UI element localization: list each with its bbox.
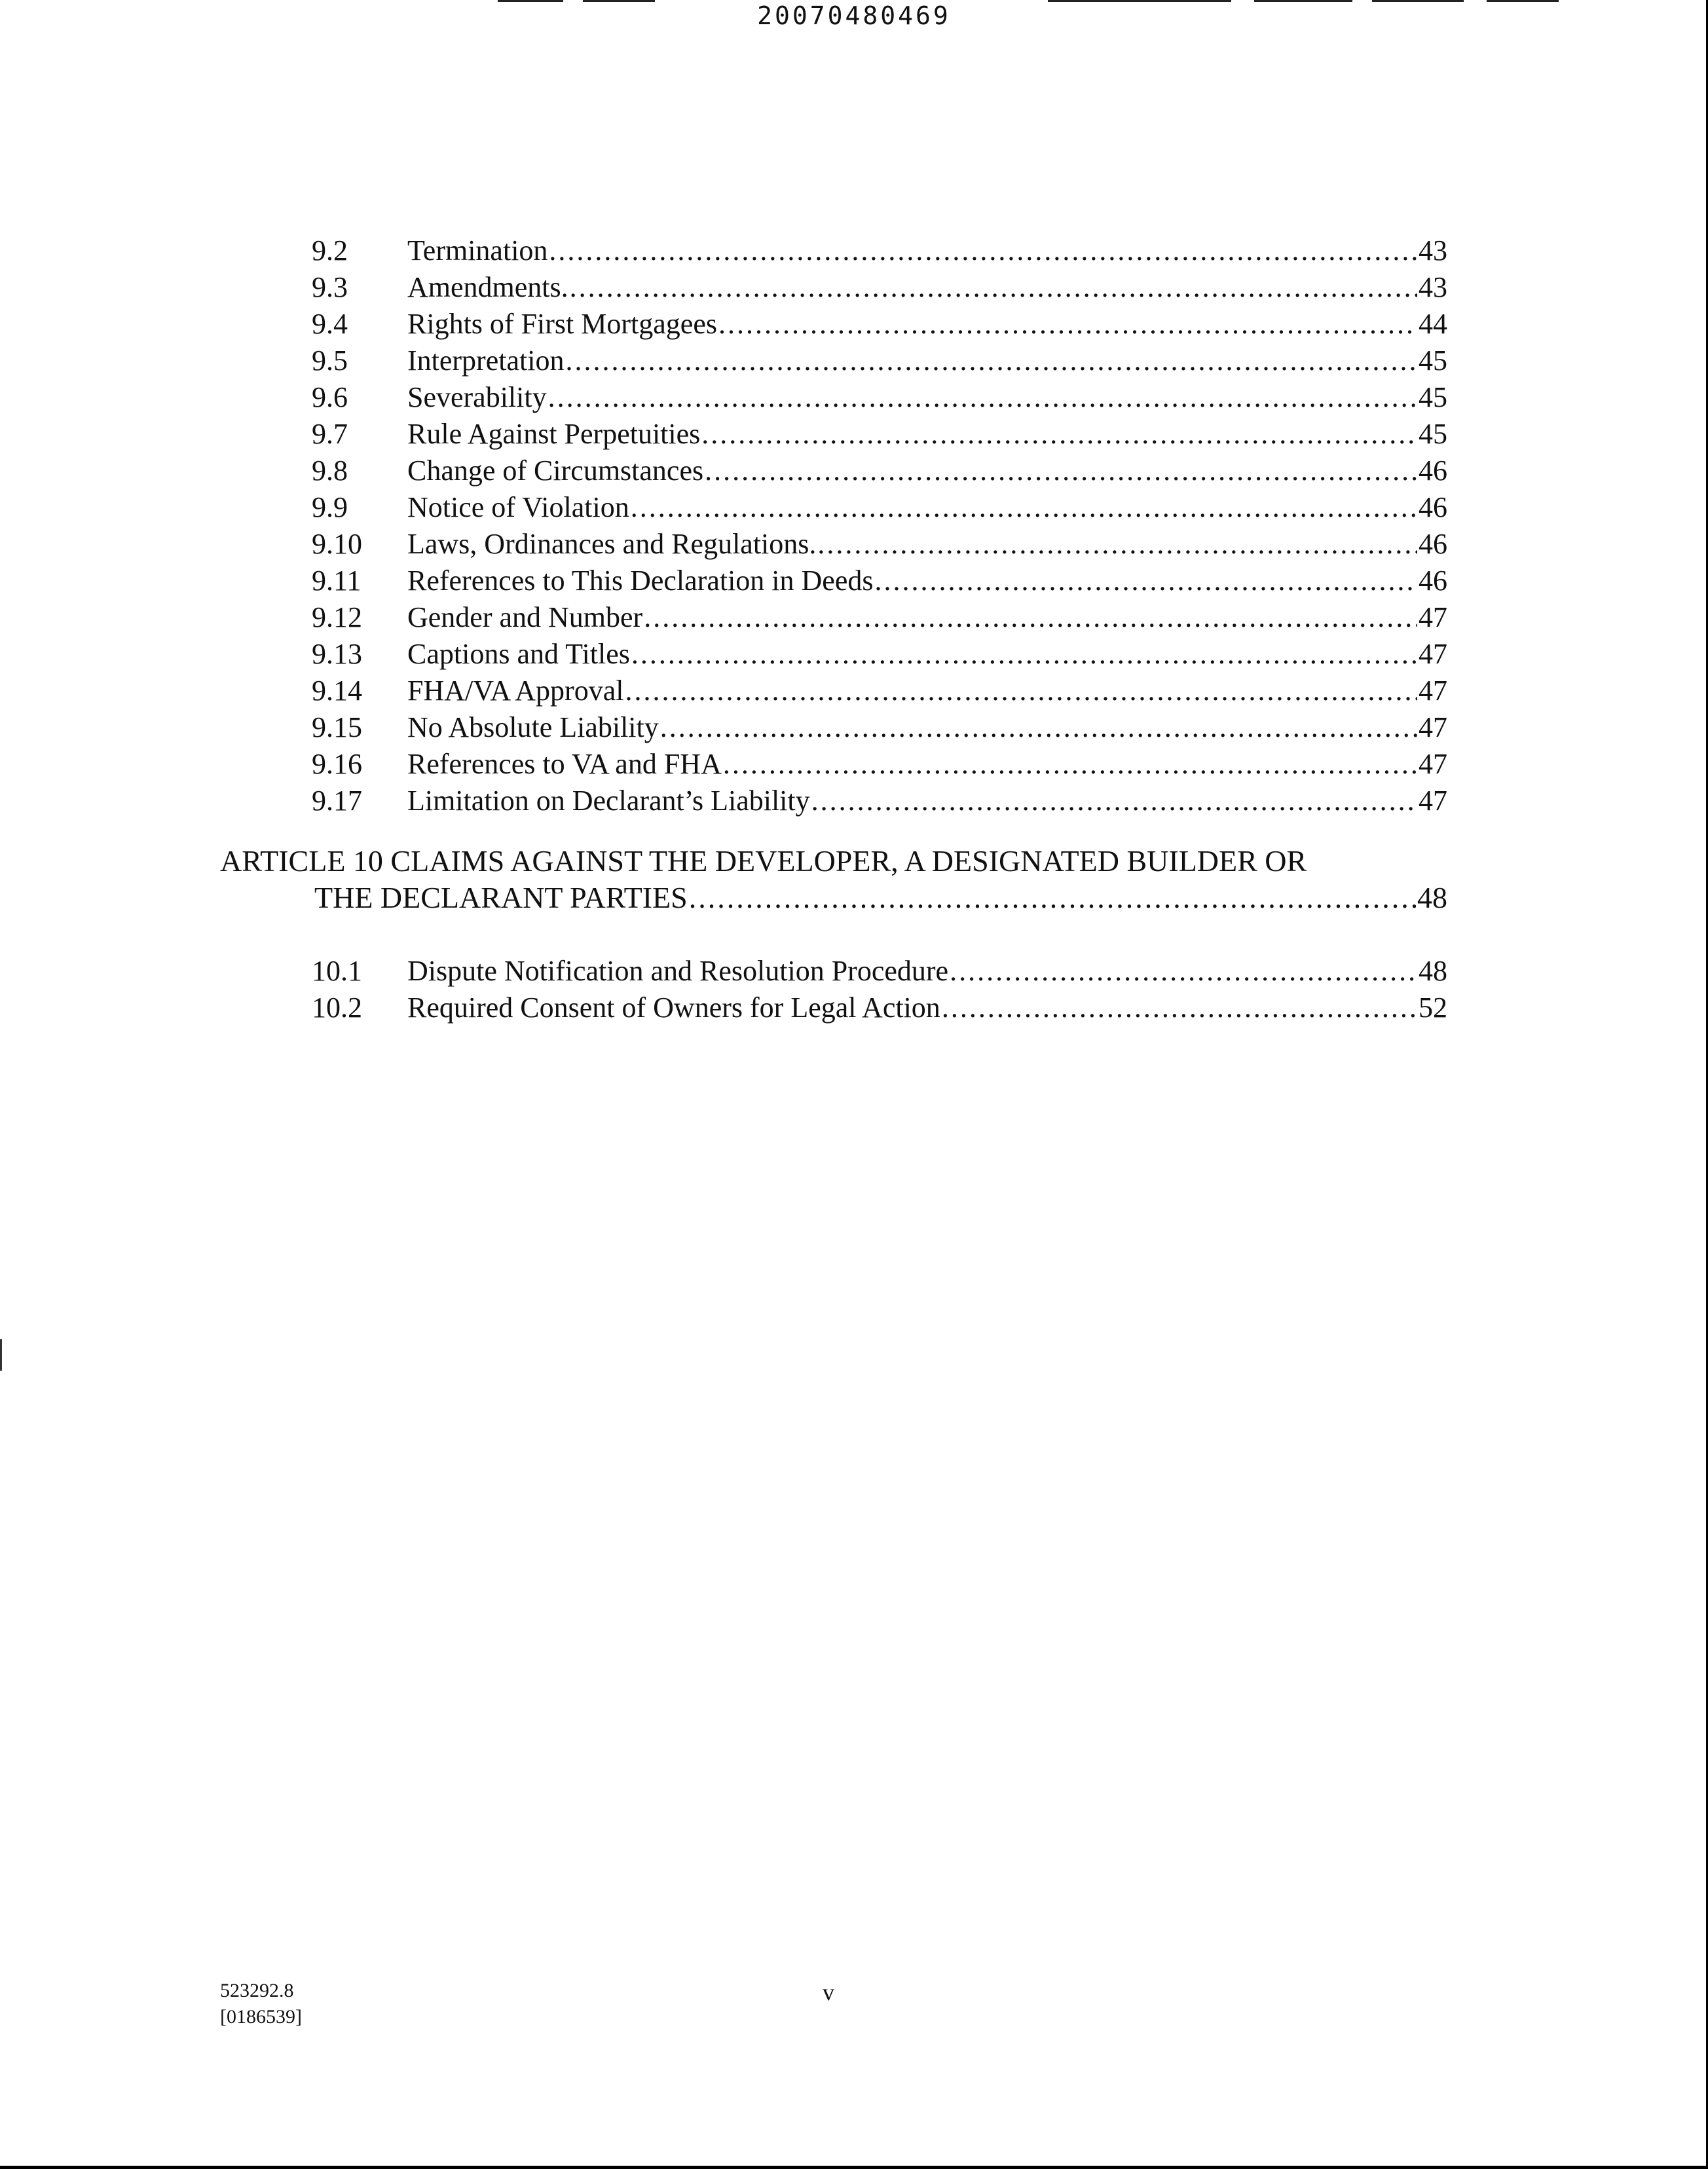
scan-mark-left bbox=[0, 1339, 2, 1371]
toc-entry bbox=[407, 269, 1447, 305]
dot-leader bbox=[942, 990, 1417, 1026]
toc-section-title: Required Consent of Owners for Legal Action bbox=[407, 992, 940, 1024]
toc-section-number: 9.11 bbox=[312, 565, 362, 597]
toc-section-number: 9.3 bbox=[312, 271, 348, 303]
dot-leader bbox=[705, 453, 1417, 489]
dot-leader bbox=[874, 563, 1417, 599]
toc-section-title: Laws, Ordinances and Regulations. bbox=[407, 528, 817, 560]
toc-entry bbox=[407, 306, 1447, 342]
toc-page-number: 47 bbox=[1419, 711, 1447, 743]
toc-page-number: 48 bbox=[1419, 955, 1447, 987]
toc-section-number: 9.10 bbox=[312, 528, 362, 560]
toc-entry bbox=[407, 343, 1447, 379]
article-heading-continuation bbox=[314, 880, 1447, 916]
toc-section-title: Severability bbox=[407, 381, 547, 413]
toc-page-number: 45 bbox=[1419, 418, 1447, 450]
dot-leader bbox=[570, 269, 1417, 305]
toc-section-number: 9.4 bbox=[312, 308, 348, 340]
toc-entry bbox=[407, 709, 1447, 745]
dot-leader bbox=[811, 783, 1417, 819]
toc-section-number: 10.1 bbox=[312, 955, 362, 987]
toc-row bbox=[0, 453, 1708, 489]
dot-leader bbox=[625, 673, 1417, 709]
toc-entry bbox=[407, 563, 1447, 599]
toc-entry bbox=[407, 526, 1447, 562]
toc-entry bbox=[407, 746, 1447, 782]
article-heading-line2: THE DECLARANT PARTIES bbox=[314, 881, 688, 914]
toc-entry bbox=[407, 416, 1447, 452]
toc-row bbox=[0, 953, 1708, 989]
dot-leader bbox=[701, 416, 1417, 452]
toc-section-number: 9.12 bbox=[312, 601, 362, 633]
footer-page-number: v bbox=[823, 1979, 834, 2005]
toc-page-number: 46 bbox=[1419, 565, 1447, 597]
dot-leader bbox=[817, 526, 1417, 562]
toc-section-title: Termination bbox=[407, 234, 548, 267]
toc-section-title: Rule Against Perpetuities bbox=[407, 418, 701, 450]
toc-page-number: 45 bbox=[1419, 344, 1447, 377]
toc-section-title: Amendments. bbox=[407, 271, 568, 303]
toc-page-number: 47 bbox=[1419, 675, 1447, 707]
toc-section-title: Limitation on Declarant’s Liability bbox=[407, 785, 810, 817]
toc-entry bbox=[407, 379, 1447, 415]
toc-row bbox=[0, 489, 1708, 525]
footer-document-reference bbox=[220, 1978, 302, 2030]
dot-leader bbox=[565, 343, 1417, 379]
toc-page-number: 46 bbox=[1419, 491, 1447, 523]
toc-row bbox=[0, 379, 1708, 415]
toc-row bbox=[0, 990, 1708, 1026]
toc-page-number: 46 bbox=[1419, 528, 1447, 560]
toc-row bbox=[0, 306, 1708, 342]
toc-section-number: 9.5 bbox=[312, 344, 348, 377]
toc-section-title: References to This Declaration in Deeds bbox=[407, 565, 874, 597]
toc-section-number: 9.2 bbox=[312, 234, 348, 267]
footer-ref-line2: [0186539] bbox=[220, 2006, 302, 2028]
toc-row bbox=[0, 269, 1708, 305]
toc-page-number: 47 bbox=[1419, 638, 1447, 670]
toc-page-number: 47 bbox=[1419, 748, 1447, 780]
dot-leader bbox=[631, 489, 1417, 525]
toc-section-number: 9.17 bbox=[312, 785, 362, 817]
toc-section-title: No Absolute Liability bbox=[407, 711, 659, 743]
toc-row bbox=[0, 232, 1708, 269]
dot-leader bbox=[549, 232, 1417, 269]
toc-row bbox=[0, 526, 1708, 562]
toc-page-number: 45 bbox=[1419, 381, 1447, 413]
article-page-number: 48 bbox=[1417, 881, 1447, 914]
toc-row bbox=[0, 673, 1708, 709]
toc-row bbox=[0, 563, 1708, 599]
toc-row bbox=[0, 343, 1708, 379]
toc-row bbox=[0, 636, 1708, 672]
footer-ref-line1: 523292.8 bbox=[220, 1980, 294, 2001]
toc-entry bbox=[407, 953, 1447, 989]
toc-page-number: 47 bbox=[1419, 601, 1447, 633]
toc-section-number: 10.2 bbox=[312, 992, 362, 1024]
toc-page-number: 43 bbox=[1419, 271, 1447, 303]
toc-section-number: 9.15 bbox=[312, 711, 362, 743]
toc-entry bbox=[407, 453, 1447, 489]
toc-section-title: References to VA and FHA bbox=[407, 748, 722, 780]
dot-leader bbox=[631, 636, 1417, 672]
scan-edge-bottom bbox=[0, 2166, 1708, 2169]
toc-section-number: 9.8 bbox=[312, 454, 348, 487]
dot-leader bbox=[718, 306, 1417, 342]
toc-section-number: 9.13 bbox=[312, 638, 362, 670]
toc-section-number: 9.9 bbox=[312, 491, 348, 523]
dot-leader bbox=[689, 880, 1416, 916]
toc-entry bbox=[407, 232, 1447, 269]
toc-page-number: 52 bbox=[1419, 992, 1447, 1024]
toc-section-title: Change of Circumstances bbox=[407, 454, 704, 487]
dot-leader bbox=[950, 953, 1417, 989]
toc-section-title: Notice of Violation bbox=[407, 491, 629, 523]
toc-row bbox=[0, 746, 1708, 782]
toc-section-number: 9.14 bbox=[312, 675, 362, 707]
toc-row bbox=[0, 783, 1708, 819]
document-number: 20070480469 bbox=[757, 1, 951, 30]
article-heading: ARTICLE 10 CLAIMS AGAINST THE DEVELOPER, A DESIGNATED BUILDER OR bbox=[220, 844, 1307, 878]
dot-leader bbox=[660, 709, 1417, 745]
toc-page-number: 44 bbox=[1419, 308, 1447, 340]
toc-row bbox=[0, 709, 1708, 745]
toc-section-number: 9.6 bbox=[312, 381, 348, 413]
toc-entry bbox=[407, 636, 1447, 672]
dot-leader bbox=[723, 746, 1417, 782]
toc-row bbox=[0, 599, 1708, 635]
toc-section-number: 9.16 bbox=[312, 748, 362, 780]
toc-entry bbox=[407, 673, 1447, 709]
toc-row bbox=[0, 416, 1708, 452]
toc-entry bbox=[407, 783, 1447, 819]
toc-section-number: 9.7 bbox=[312, 418, 348, 450]
dot-leader bbox=[644, 599, 1417, 635]
toc-section-title: Rights of First Mortgagees bbox=[407, 308, 717, 340]
toc-section-title: FHA/VA Approval bbox=[407, 675, 624, 707]
toc-section-title: Gender and Number bbox=[407, 601, 643, 633]
toc-section-title: Interpretation bbox=[407, 344, 565, 377]
toc-page-number: 43 bbox=[1419, 234, 1447, 267]
toc-page-number: 47 bbox=[1419, 785, 1447, 817]
toc-entry bbox=[407, 489, 1447, 525]
toc-section-title: Captions and Titles bbox=[407, 638, 630, 670]
toc-entry bbox=[407, 599, 1447, 635]
toc-section-title: Dispute Notification and Resolution Procedure bbox=[407, 955, 949, 987]
toc-entry bbox=[407, 990, 1447, 1026]
toc-page-number: 46 bbox=[1419, 454, 1447, 487]
dot-leader bbox=[548, 379, 1417, 415]
